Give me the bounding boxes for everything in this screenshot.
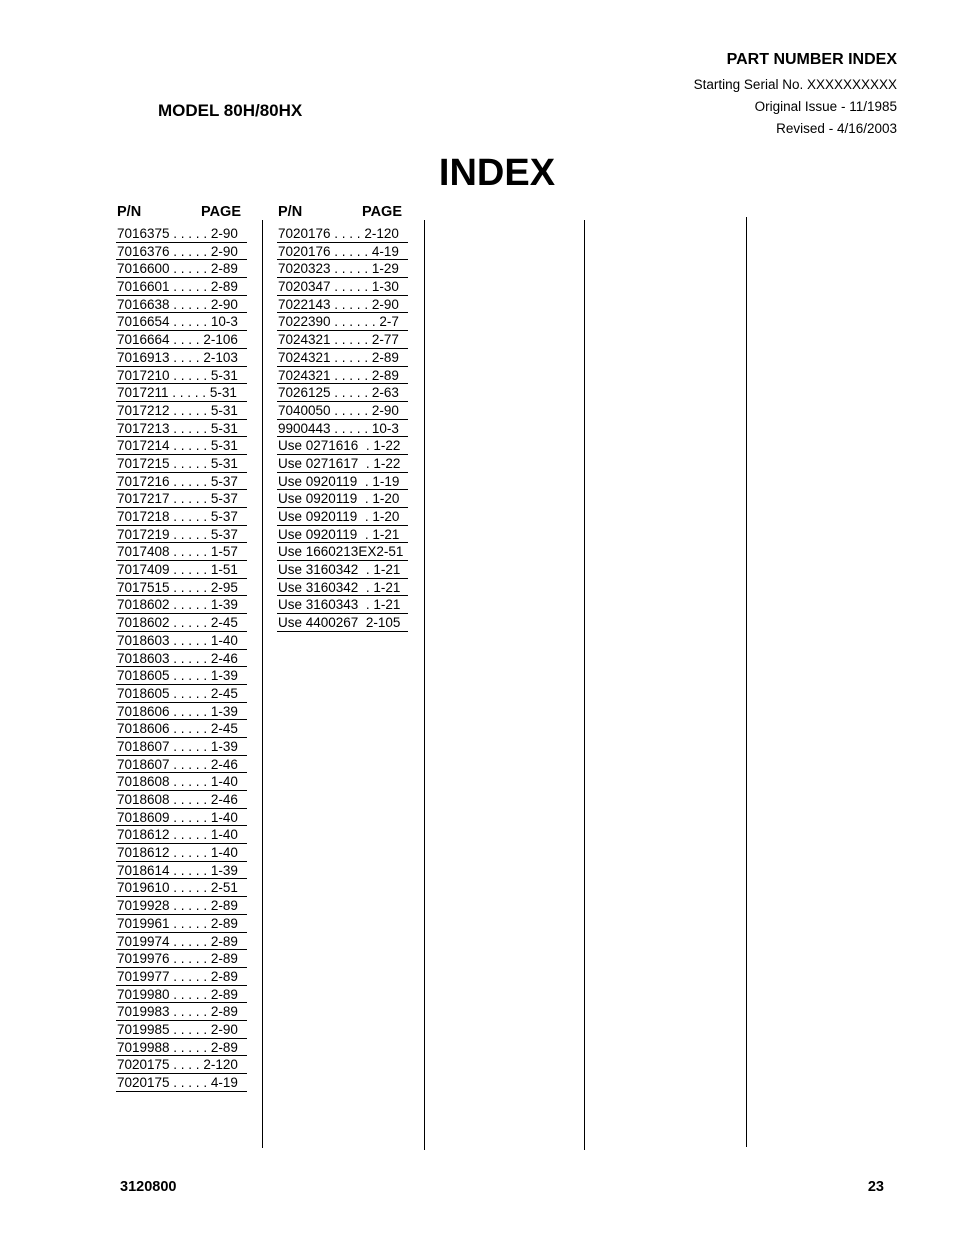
pn-header: P/N [278,204,303,220]
index-entry: 7016654 . . . . . 10-3 [116,313,247,331]
index-entry: 7019976 . . . . . 2-89 [116,950,247,968]
column-divider [424,220,425,1150]
serial-number-line: Starting Serial No. XXXXXXXXXX [693,77,897,92]
model-label: MODEL 80H/80HX [158,101,303,120]
index-entry: 7018612 . . . . . 1-40 [116,826,247,844]
index-rows [116,225,247,1092]
index-entry: 7024321 . . . . . 2-77 [277,331,408,349]
index-column-2 [277,203,408,632]
page-header: PAGE [200,204,241,220]
index-entry: 7017408 . . . . . 1-57 [116,543,247,561]
index-entry: Use 3160343 . 1-21 [277,596,408,614]
index-entry: 7018607 . . . . . 2-46 [116,756,247,774]
index-entry: 7019974 . . . . . 2-89 [116,933,247,951]
index-entry: 7020175 . . . . 2-120 [116,1056,247,1074]
index-entry: 7022390 . . . . . . 2-7 [277,313,408,331]
index-rows [277,225,408,632]
index-entry: 7018602 . . . . . 1-39 [116,596,247,614]
section-title: PART NUMBER INDEX [726,51,897,68]
index-entry: 7026125 . . . . . 2-63 [277,384,408,402]
index-entry: 7020175 . . . . . 4-19 [116,1074,247,1092]
index-entry: 9900443 . . . . . 10-3 [277,420,408,438]
index-entry: Use 1660213EX2-51 [277,543,408,561]
index-entry: 7016638 . . . . . 2-90 [116,296,247,314]
index-entry: 7017215 . . . . . 5-31 [116,455,247,473]
index-entry: 7019988 . . . . . 2-89 [116,1039,247,1057]
page-header: PAGE [361,204,402,220]
index-entry: 7017210 . . . . . 5-31 [116,367,247,385]
index-entry: Use 3160342 . 1-21 [277,561,408,579]
index-column-1 [116,203,247,1092]
pn-header: P/N [117,204,142,220]
index-entry: 7020176 . . . . 2-120 [277,225,408,243]
index-entry: 7018614 . . . . . 1-39 [116,862,247,880]
index-entry: 7018606 . . . . . 2-45 [116,720,247,738]
index-entry: 7017217 . . . . . 5-37 [116,490,247,508]
index-entry: 7016664 . . . . 2-106 [116,331,247,349]
index-entry: Use 0920119 . 1-21 [277,526,408,544]
index-entry: 7016376 . . . . . 2-90 [116,243,247,261]
index-entry: Use 0271616 . 1-22 [277,437,408,455]
index-entry: 7017409 . . . . . 1-51 [116,561,247,579]
index-entry: 7017218 . . . . . 5-37 [116,508,247,526]
index-entry: 7024321 . . . . . 2-89 [277,349,408,367]
index-entry: Use 4400267 2-105 [277,614,408,632]
document-number: 3120800 [120,1179,177,1195]
index-entry: 7017219 . . . . . 5-37 [116,526,247,544]
index-entry: 7017214 . . . . . 5-31 [116,437,247,455]
index-entry: 7018605 . . . . . 1-39 [116,667,247,685]
index-entry: 7019961 . . . . . 2-89 [116,915,247,933]
index-entry: 7018602 . . . . . 2-45 [116,614,247,632]
page-title: INDEX [438,152,556,194]
page-number: 23 [867,1179,884,1195]
column-header [277,203,408,225]
index-entry: 7016375 . . . . . 2-90 [116,225,247,243]
index-entry: 7017216 . . . . . 5-37 [116,473,247,491]
index-entry: 7018608 . . . . . 1-40 [116,773,247,791]
index-entry: 7020347 . . . . . 1-30 [277,278,408,296]
index-entry: 7017213 . . . . . 5-31 [116,420,247,438]
index-entry: 7019977 . . . . . 2-89 [116,968,247,986]
index-entry: 7018603 . . . . . 2-46 [116,650,247,668]
index-entry: Use 0920119 . 1-19 [277,473,408,491]
index-entry: 7018606 . . . . . 1-39 [116,703,247,721]
column-divider [584,220,585,1150]
index-entry: 7040050 . . . . . 2-90 [277,402,408,420]
index-entry: 7016601 . . . . . 2-89 [116,278,247,296]
index-entry: 7019980 . . . . . 2-89 [116,986,247,1004]
index-entry: 7019985 . . . . . 2-90 [116,1021,247,1039]
index-entry: 7022143 . . . . . 2-90 [277,296,408,314]
index-entry: 7018609 . . . . . 1-40 [116,809,247,827]
index-entry: 7020323 . . . . . 1-29 [277,260,408,278]
original-issue-line: Original Issue - 11/1985 [754,99,897,114]
index-entry: 7024321 . . . . . 2-89 [277,367,408,385]
index-entry: 7016913 . . . . 2-103 [116,349,247,367]
index-entry: 7016600 . . . . . 2-89 [116,260,247,278]
index-entry: 7018605 . . . . . 2-45 [116,685,247,703]
index-entry: 7020176 . . . . . 4-19 [277,243,408,261]
index-entry: 7017211 . . . . . 5-31 [116,384,247,402]
index-entry: 7017212 . . . . . 5-31 [116,402,247,420]
index-entry: 7018608 . . . . . 2-46 [116,791,247,809]
index-entry: 7018607 . . . . . 1-39 [116,738,247,756]
index-entry: Use 0920119 . 1-20 [277,490,408,508]
column-divider [262,220,263,1148]
column-divider [746,217,747,1147]
revised-line: Revised - 4/16/2003 [776,121,897,136]
index-entry: 7019928 . . . . . 2-89 [116,897,247,915]
index-entry: 7019610 . . . . . 2-51 [116,879,247,897]
index-entry: 7018603 . . . . . 1-40 [116,632,247,650]
index-entry: Use 0920119 . 1-20 [277,508,408,526]
index-entry: Use 3160342 . 1-21 [277,579,408,597]
index-entry: 7018612 . . . . . 1-40 [116,844,247,862]
column-header [116,203,247,225]
index-entry: 7019983 . . . . . 2-89 [116,1003,247,1021]
index-entry: 7017515 . . . . . 2-95 [116,579,247,597]
index-entry: Use 0271617 . 1-22 [277,455,408,473]
